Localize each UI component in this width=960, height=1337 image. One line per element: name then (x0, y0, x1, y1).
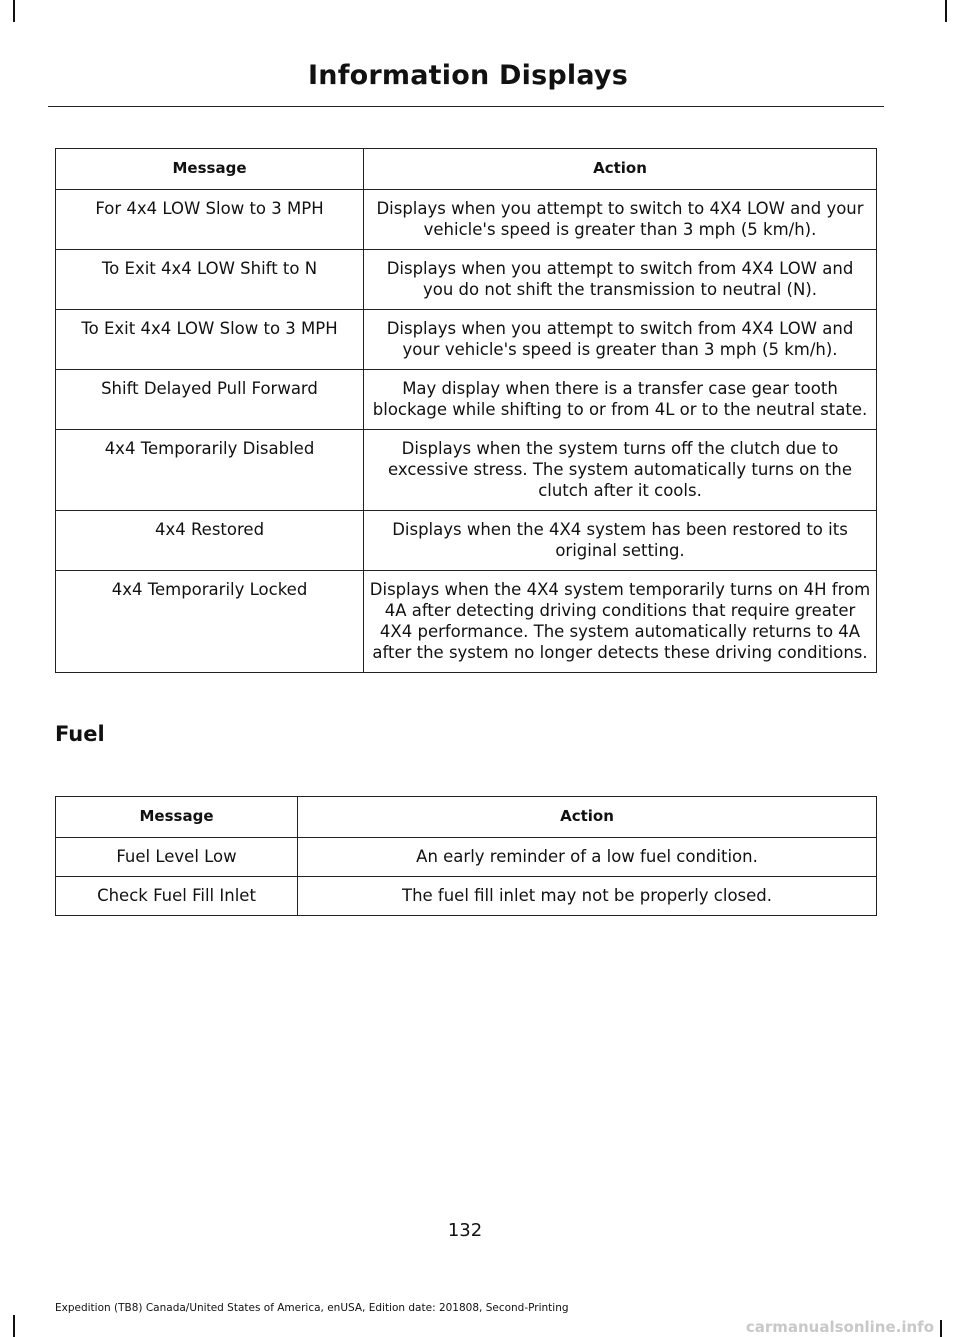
page-title: Information Displays (308, 60, 628, 91)
edition-footer: Expedition (TB8) Canada/United States of America, enUSA, Edition date: 201808, Second-Printing (55, 1302, 569, 1314)
header-divider (48, 106, 884, 107)
table-row (56, 430, 877, 511)
crop-mark-top-left (13, 0, 15, 22)
column-header-action: Action (298, 797, 877, 838)
action-cell: Displays when the system turns off the clutch due to excessive stress. The system automatically turns on the clutch after it cools. (364, 430, 877, 511)
message-cell: To Exit 4x4 LOW Slow to 3 MPH (56, 310, 364, 370)
action-cell: The fuel fill inlet may not be properly closed. (298, 877, 877, 916)
message-cell: Fuel Level Low (56, 838, 298, 877)
section-heading-fuel: Fuel (55, 722, 105, 746)
message-cell: 4x4 Restored (56, 511, 364, 571)
watermark: carmanualsonline.info (745, 1318, 934, 1336)
action-cell: Displays when the 4X4 system has been restored to its original setting. (364, 511, 877, 571)
action-cell: May display when there is a transfer case gear tooth blockage while shifting to or from 4L or to the neutral state. (364, 370, 877, 430)
column-header-action: Action (364, 149, 877, 190)
action-cell: Displays when you attempt to switch from 4X4 LOW and you do not shift the transmission to neutral (N). (364, 250, 877, 310)
message-cell: For 4x4 LOW Slow to 3 MPH (56, 190, 364, 250)
action-cell: An early reminder of a low fuel condition. (298, 838, 877, 877)
table-row (56, 310, 877, 370)
four-by-four-messages-table (55, 148, 877, 673)
column-header-message: Message (56, 149, 364, 190)
table-header-row (56, 149, 877, 190)
action-cell: Displays when the 4X4 system temporarily turns on 4H from 4A after detecting driving conditions that require greater 4X4 performance. The system automatically returns to 4A after the system no longer detects these driving conditions. (364, 571, 877, 673)
column-header-message: Message (56, 797, 298, 838)
message-cell: Check Fuel Fill Inlet (56, 877, 298, 916)
table-row (56, 838, 877, 877)
message-cell: Shift Delayed Pull Forward (56, 370, 364, 430)
table-row (56, 250, 877, 310)
fuel-messages-table (55, 796, 877, 916)
page-number: 132 (447, 1220, 483, 1241)
table-row (56, 511, 877, 571)
table-row (56, 877, 877, 916)
message-cell: 4x4 Temporarily Disabled (56, 430, 364, 511)
message-cell: To Exit 4x4 LOW Shift to N (56, 250, 364, 310)
crop-mark-top-right (945, 0, 947, 22)
table-row (56, 190, 877, 250)
table-row (56, 370, 877, 430)
crop-mark-bottom-right (940, 1320, 942, 1337)
table-row (56, 571, 877, 673)
action-cell: Displays when you attempt to switch to 4X4 LOW and your vehicle's speed is greater than 3 mph (5 km/h). (364, 190, 877, 250)
table-header-row (56, 797, 877, 838)
action-cell: Displays when you attempt to switch from 4X4 LOW and your vehicle's speed is greater than 3 mph (5 km/h). (364, 310, 877, 370)
message-cell: 4x4 Temporarily Locked (56, 571, 364, 673)
crop-mark-bottom-left (13, 1315, 15, 1337)
